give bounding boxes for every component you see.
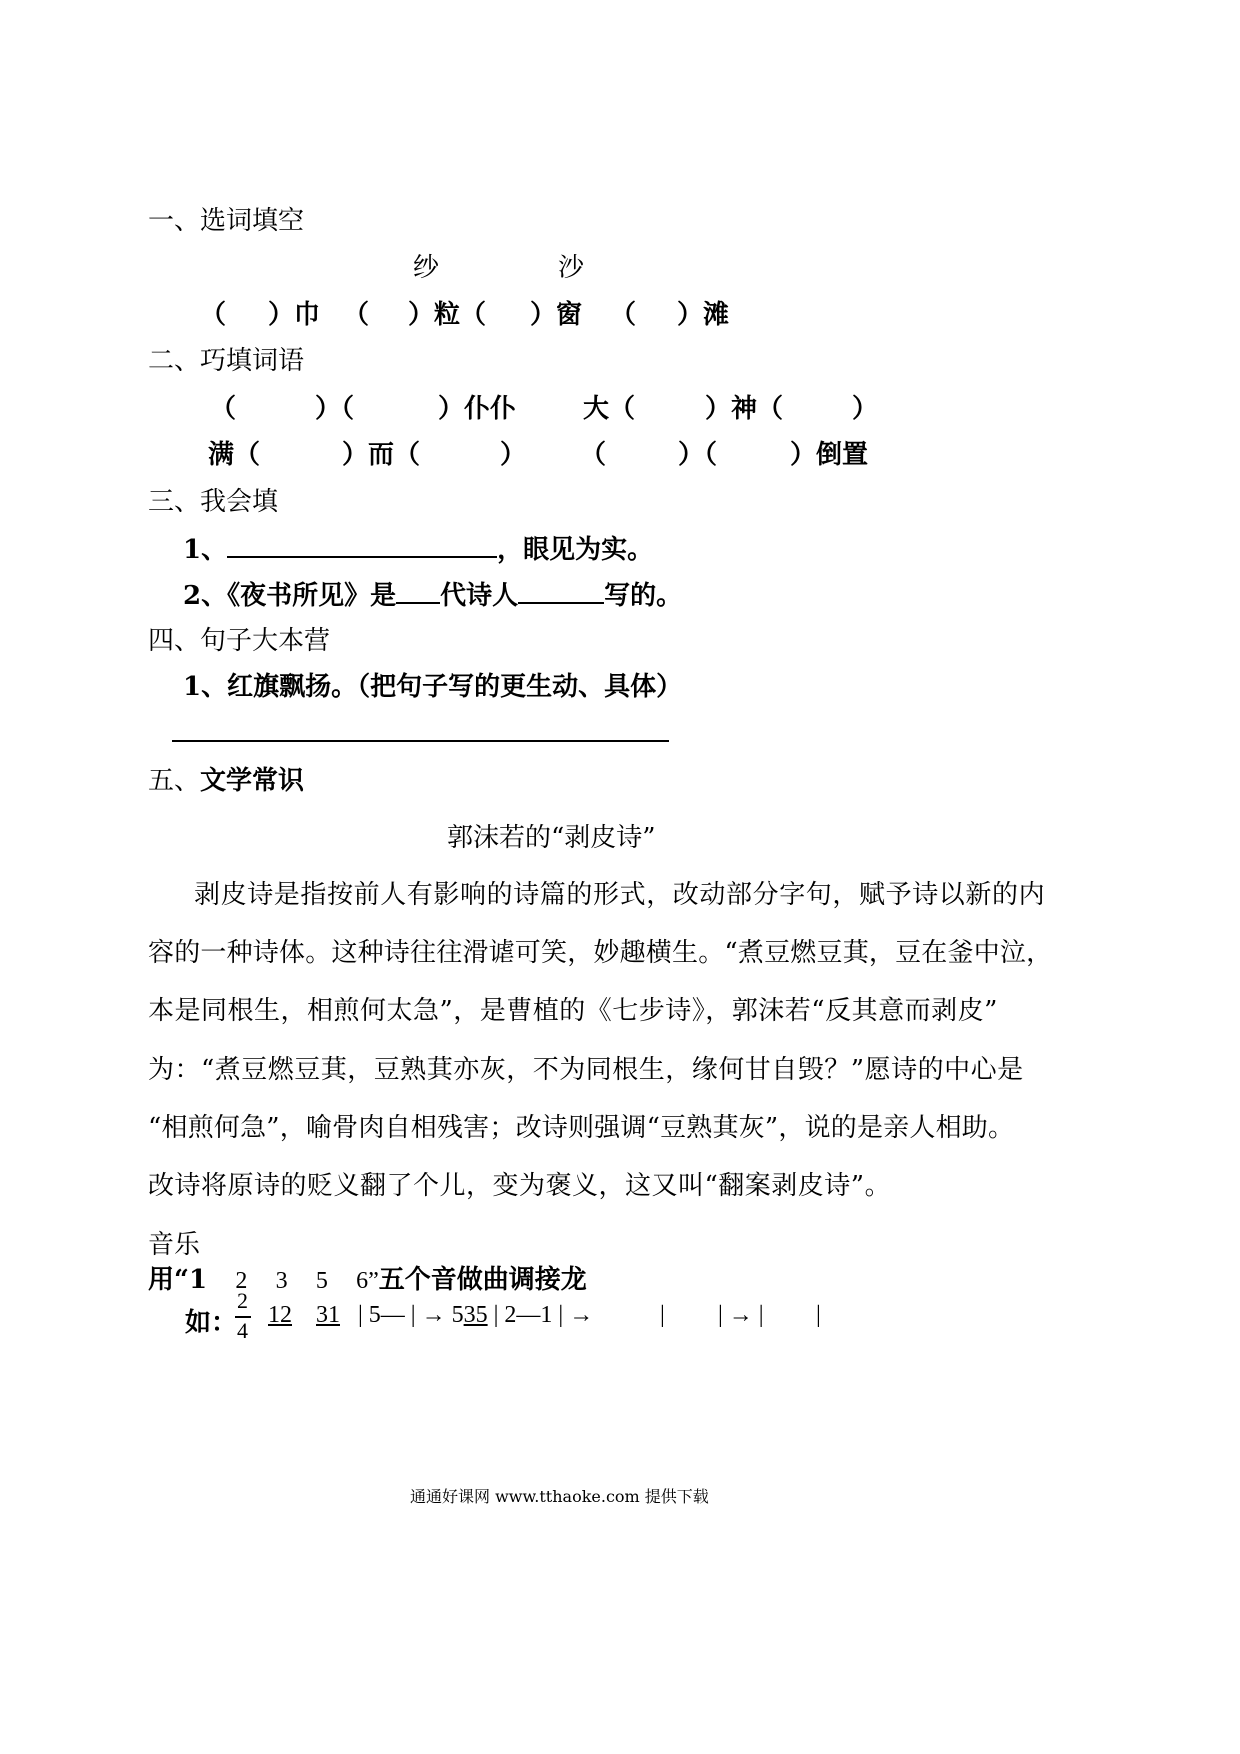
section-5-title — [148, 760, 304, 797]
question-3-1 — [183, 529, 653, 566]
note: 3 — [275, 1268, 288, 1294]
section-5-number: 五、 — [148, 766, 201, 796]
dynasty-blank[interactable] — [396, 576, 440, 604]
section-5-label: 文学常识 — [200, 766, 305, 796]
note: 6” — [356, 1268, 379, 1294]
example-label: 如： — [185, 1308, 238, 1338]
music-title: 音乐 — [148, 1230, 201, 1260]
question-4-1: 1、红旗飘扬。（把句子写的更生动、具体） — [183, 672, 683, 702]
fill-blank-2: ）粒（ — [408, 300, 487, 330]
article-title: 郭沫若的“剥皮诗” — [447, 823, 656, 853]
bar-line: | — [816, 1302, 821, 1328]
fill-blank-4: ）滩 — [677, 300, 730, 330]
instruction-text: 用“1 — [148, 1265, 208, 1295]
section-1-title: 一、选词填空 — [148, 206, 305, 236]
paren: （ — [343, 300, 370, 330]
fill-blank-3: ）窗 — [530, 300, 583, 330]
paren: ） — [500, 440, 527, 470]
fill-blank-1: ）巾 — [268, 300, 321, 330]
note: 5 — [315, 1268, 328, 1294]
notes: | 2—1 | → — [493, 1302, 594, 1328]
time-signature-top: 2 — [237, 1288, 248, 1313]
question-number: 1、 — [183, 535, 228, 565]
paren: （ — [580, 440, 607, 470]
section-4-title: 四、句子大本营 — [148, 626, 331, 656]
article-line: 本是同根生，相煎何太急”，是曹植的《七步诗》，郭沫若“反其意而剥皮” — [148, 996, 998, 1026]
notes: | 5— | → 5 — [358, 1302, 464, 1328]
paren: （ — [200, 300, 227, 330]
word-option-1: 纱 — [413, 253, 440, 283]
poet-blank[interactable] — [518, 576, 604, 604]
bar-line: | → | — [718, 1302, 764, 1328]
bar-line: | — [660, 1302, 665, 1328]
measure-note: 31 — [316, 1302, 340, 1328]
paren: （ — [610, 300, 637, 330]
section-2-title: 二、巧填词语 — [148, 346, 305, 376]
question-text: 代诗人 — [440, 581, 519, 611]
idiom-fill-1: ）仆仆 — [438, 394, 517, 424]
paren: ） — [852, 394, 879, 424]
section-3-title: 三、我会填 — [148, 487, 279, 517]
measure-note: 12 — [268, 1302, 292, 1328]
article-line: “相煎何急”，喻骨肉自相残害；改诗则强调“豆熟萁灰”，说的是亲人相助。 — [148, 1113, 1015, 1143]
note: 2 — [235, 1268, 248, 1294]
paren: ）（ — [678, 440, 718, 470]
idiom-fill-3: 满（ — [208, 440, 261, 470]
music-instruction — [148, 1259, 587, 1296]
idiom-fill-3b: ）而（ — [342, 440, 421, 470]
idiom-fill-2: 大（ — [583, 394, 636, 424]
idiom-fill-4: ）倒置 — [790, 440, 869, 470]
measure-sequence — [358, 1302, 593, 1329]
question-text: ，眼见为实。 — [497, 535, 654, 565]
measure-note: 35 — [463, 1302, 488, 1328]
paren: ）（ — [315, 394, 355, 424]
article-line: 容的一种诗体。这种诗往往滑谑可笑，妙趣横生。“煮豆燃豆萁，豆在釜中泣， — [148, 938, 1053, 968]
word-option-2: 沙 — [558, 253, 585, 283]
paren: （ — [210, 394, 237, 424]
page-footer: 通通好课网 www.tthaoke.com 提供下载 — [410, 1487, 709, 1506]
article-line: 改诗将原诗的贬义翻了个儿，变为褒义，这又叫“翻案剥皮诗”。 — [148, 1171, 892, 1201]
question-text: 2、《夜书所见》是 — [183, 581, 397, 611]
question-3-2 — [183, 575, 682, 612]
article-line: 为：“煮豆燃豆萁，豆熟萁亦灰，不为同根生，缘何甘自毁？”愿诗的中心是 — [148, 1055, 1024, 1085]
instruction-text: 五个音做曲调接龙 — [378, 1265, 587, 1295]
answer-line[interactable] — [172, 740, 669, 742]
question-text: 写的。 — [604, 581, 683, 611]
idiom-fill-2b: ）神（ — [705, 394, 784, 424]
answer-blank[interactable] — [227, 530, 497, 558]
time-signature-bottom: 4 — [237, 1318, 248, 1343]
article-line: 剥皮诗是指按前人有影响的诗篇的形式，改动部分字句，赋予诗以新的内 — [194, 880, 1046, 910]
